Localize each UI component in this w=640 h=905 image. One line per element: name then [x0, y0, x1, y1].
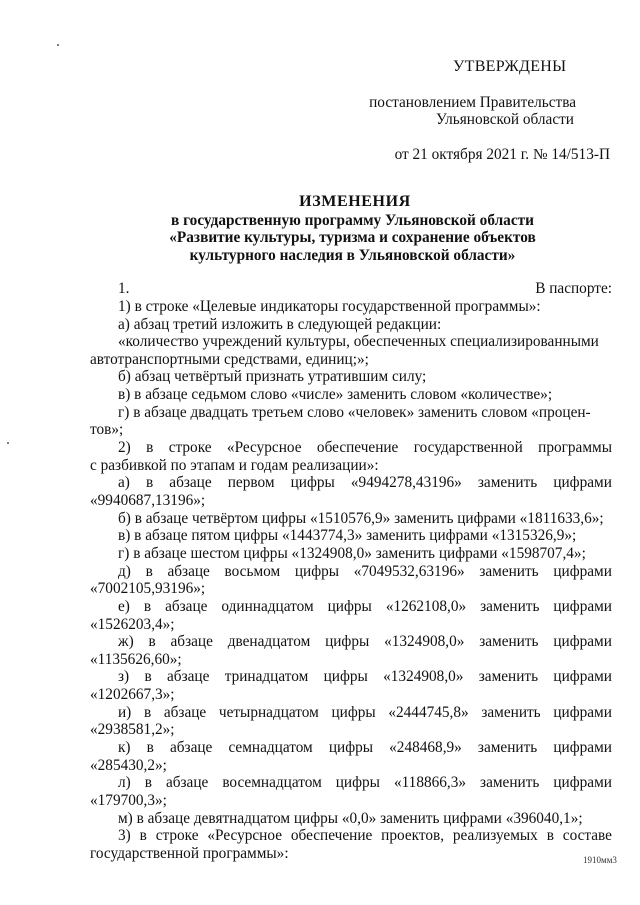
footer-document-code: 1910мм3	[583, 855, 617, 865]
paragraph-16-line-2: «1202667,3»;	[90, 686, 175, 703]
paragraph-21-line-1: 3) в строке «Ресурсное обеспечение проектов, реализуемых в составе	[118, 827, 612, 844]
approval-heading: УТВЕРЖДЕНЫ	[453, 58, 567, 75]
paragraph-5: б) абзац четвёртый признать утратившим силу;	[118, 368, 427, 385]
document-subtitle-1: в государственную программу Ульяновской области	[171, 212, 534, 229]
paragraph-1: 1. В паспорте:	[118, 280, 612, 297]
paragraph-20: м) в абзаце девятнадцатом цифры «0,0» заменить цифрами «396040,1»;	[118, 810, 583, 827]
paragraph-13-line-2: «7002105,93196»;	[90, 580, 206, 597]
paragraph-8-line-1: 2) в строке «Ресурсное обеспечение государственной программы	[118, 439, 612, 456]
paragraph-18-line-1: к) в абзаце семнадцатом цифры «248468,9» заменить цифрами	[118, 739, 612, 756]
paragraph-14-line-2: «1526203,4»;	[90, 616, 175, 633]
paragraph-12: г) в абзаце шестом цифры «1324908,0» заменить цифрами «1598707,4»;	[118, 545, 586, 562]
paragraph-17-line-2: «2938581,2»;	[90, 721, 175, 738]
paragraph-21-line-2: государственной программы»:	[90, 845, 289, 862]
paragraph-6: в) в абзаце седьмом слово «числе» заменить словом «количестве»;	[118, 386, 553, 403]
paragraph-15-line-1: ж) в абзаце двенадцатом цифры «1324908,0» заменить цифрами	[118, 633, 612, 650]
paragraph-7-line-2: тов»;	[90, 421, 124, 438]
paragraph-19-line-1: л) в абзаце восемнадцатом цифры «118866,3» заменить цифрами	[118, 774, 612, 791]
approval-line-2: Ульяновской области	[436, 111, 574, 128]
paragraph-7-line-1: г) в абзаце двадцать третьем слово «человек» заменить словом «процен-	[118, 404, 591, 421]
document-title: ИЗМЕНЕНИЯ	[299, 193, 411, 210]
paragraph-18-line-2: «285430,2»;	[90, 757, 167, 774]
approval-line-1: постановлением Правительства	[369, 94, 576, 111]
paragraph-15-line-2: «1135626,60»;	[90, 651, 182, 668]
scan-speck	[57, 44, 59, 46]
approval-date-number: от 21 октября 2021 г. № 14/513-П	[394, 146, 610, 163]
paragraph-17-line-1: и) в абзаце четырнадцатом цифры «2444745,8» заменить цифрами	[118, 704, 612, 721]
paragraph-9-line-2: «9940687,13196»;	[90, 492, 206, 509]
paragraph-4-line-2: автотранспортными средствами, единиц;»;	[90, 351, 369, 368]
paragraph-14-line-1: е) в абзаце одиннадцатом цифры «1262108,0» заменить цифрами	[118, 598, 612, 615]
paragraph-4-line-1: «количество учреждений культуры, обеспеченных специализированными	[118, 333, 599, 350]
paragraph-13-line-1: д) в абзаце восьмом цифры «7049532,63196» заменить цифрами	[118, 563, 612, 580]
paragraph-10: б) в абзаце четвёртом цифры «1510576,9» заменить цифрами «1811633,6»;	[118, 510, 604, 527]
paragraph-19-line-2: «179700,3»;	[90, 792, 167, 809]
paragraph-11: в) в абзаце пятом цифры «1443774,3» заменить цифрами «1315326,9»;	[118, 527, 577, 544]
document-subtitle-3: культурного наследия в Ульяновской области»	[189, 247, 516, 264]
paragraph-9-line-1: а) в абзаце первом цифры «9494278,43196» заменить цифрами	[118, 474, 612, 491]
scan-speck	[7, 442, 9, 444]
paragraph-8-line-2: с разбивкой по этапам и годам реализации»:	[90, 457, 379, 474]
paragraph-16-line-1: з) в абзаце тринадцатом цифры «1324908,0» заменить цифрами	[118, 668, 612, 685]
paragraph-3: а) абзац третий изложить в следующей редакции:	[118, 316, 442, 333]
paragraph-2: 1) в строке «Целевые индикаторы государственной программы»:	[118, 298, 541, 315]
document-subtitle-2: «Развитие культуры, туризма и сохранение объектов	[169, 229, 536, 246]
